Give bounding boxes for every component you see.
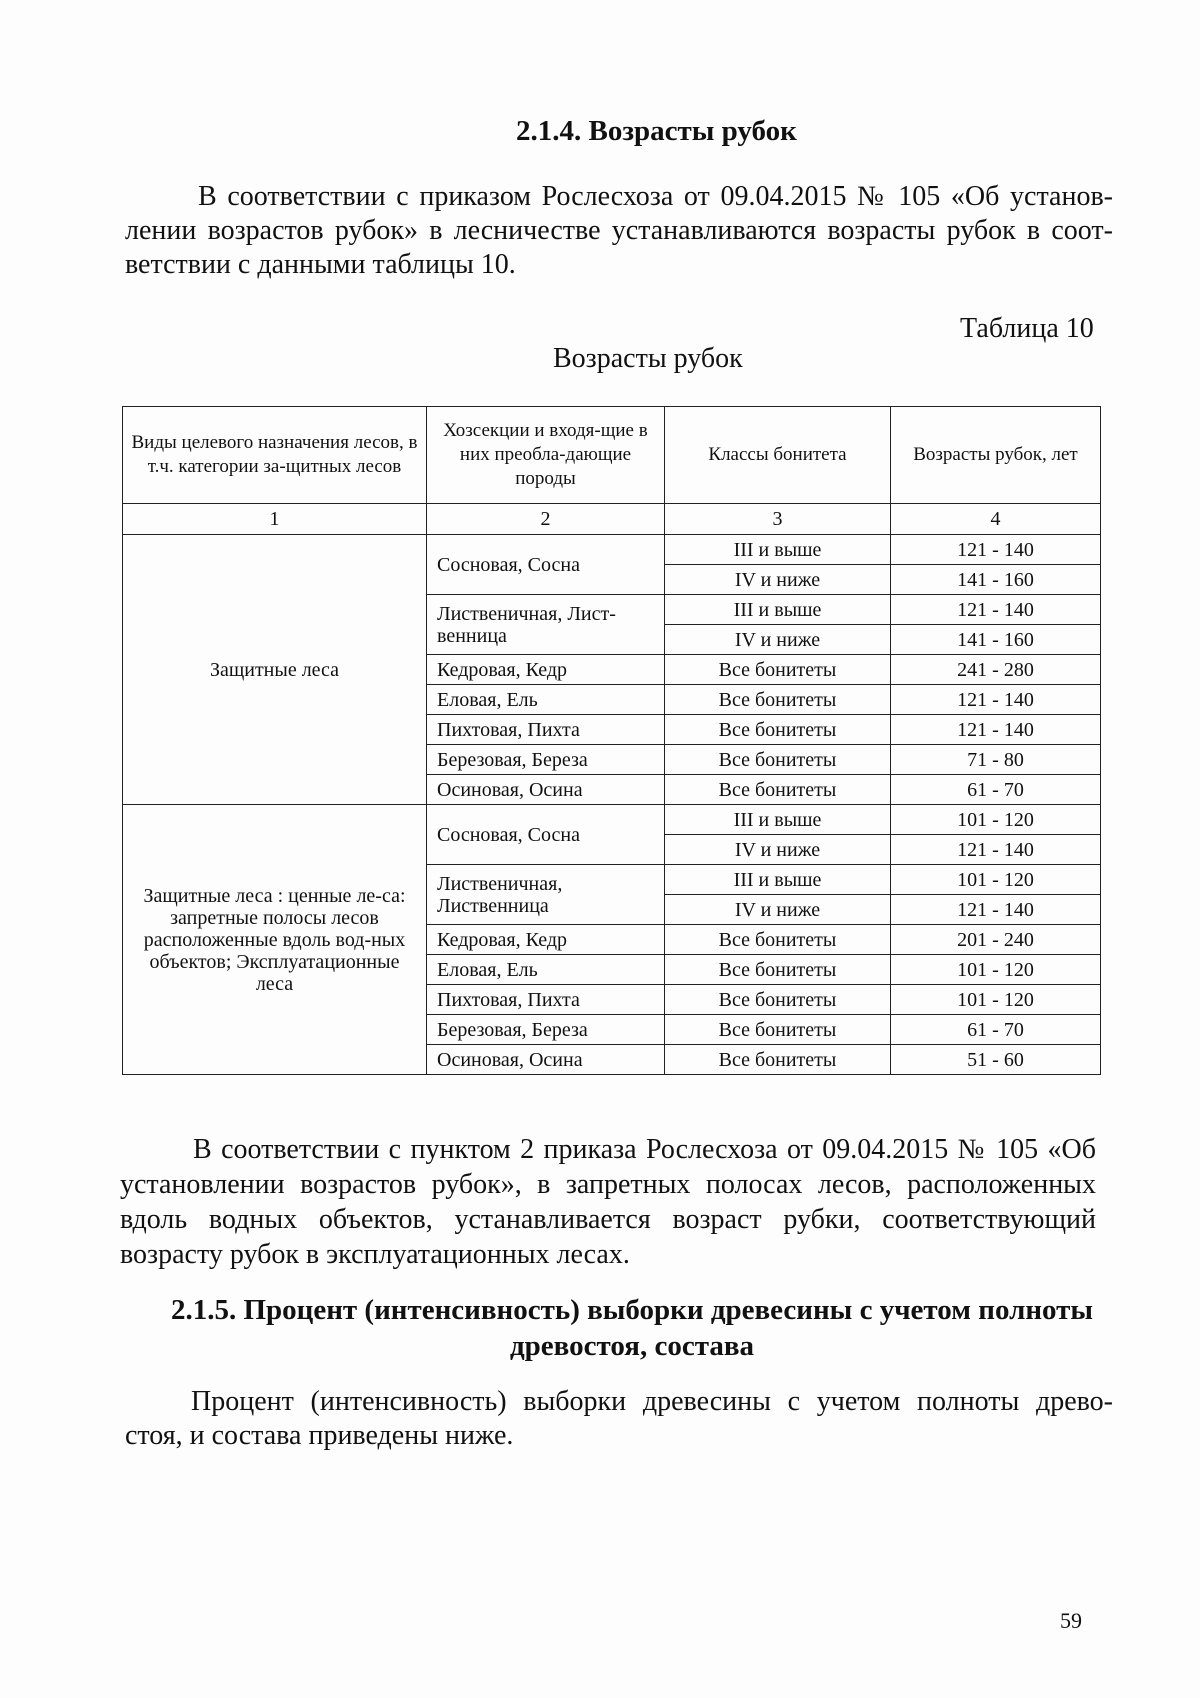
species-cell: Сосновая, Сосна <box>427 535 665 595</box>
table-row <box>123 805 1101 835</box>
age-cell: 141 - 160 <box>891 565 1101 595</box>
age-cell: 61 - 70 <box>891 1015 1101 1045</box>
column-number: 1 <box>123 504 427 535</box>
species-cell: Лиственичная, Лиственница <box>427 865 665 925</box>
header-bonitet-class: Классы бонитета <box>665 407 891 504</box>
table-row <box>123 535 1101 565</box>
age-cell: 201 - 240 <box>891 925 1101 955</box>
intro-line-3: ветствии с данными таблицы 10. <box>125 249 516 280</box>
post-table-line-1: В соответствии с пунктом 2 приказа Рослесхоза от 09.04.2015 № 105 «Об <box>193 1134 1096 1165</box>
bonitet-cell: IV и ниже <box>665 565 891 595</box>
header-economic-section: Хозсекции и входя-щие в них преобла-дающие породы <box>427 407 665 504</box>
species-cell: Сосновая, Сосна <box>427 805 665 865</box>
species-cell: Березовая, Береза <box>427 745 665 775</box>
post-table-paragraph <box>120 1132 1096 1272</box>
bonitet-cell: III и выше <box>665 805 891 835</box>
bonitet-cell: III и выше <box>665 535 891 565</box>
species-cell: Пихтовая, Пихта <box>427 985 665 1015</box>
species-cell: Осиновая, Осина <box>427 1045 665 1075</box>
species-cell: Кедровая, Кедр <box>427 655 665 685</box>
cutting-age-table <box>122 406 1101 1075</box>
table-column-numbers <box>123 504 1101 535</box>
header-forest-purpose: Виды целевого назначения лесов, в т.ч. категории за-щитных лесов <box>123 407 427 504</box>
age-cell: 121 - 140 <box>891 535 1101 565</box>
age-cell: 241 - 280 <box>891 655 1101 685</box>
bonitet-cell: III и выше <box>665 595 891 625</box>
bonitet-cell: Все бонитеты <box>665 985 891 1015</box>
section-heading-215-line-1: 2.1.5. Процент (интенсивность) выборки древесины с учетом полноты <box>170 1294 1094 1326</box>
column-number: 3 <box>665 504 891 535</box>
section-heading-214: 2.1.4. Возрасты рубок <box>516 115 797 147</box>
species-cell: Осиновая, Осина <box>427 775 665 805</box>
bonitet-cell: IV и ниже <box>665 895 891 925</box>
category-cell: Защитные леса <box>123 535 427 805</box>
bonitet-cell: IV и ниже <box>665 835 891 865</box>
age-cell: 51 - 60 <box>891 1045 1101 1075</box>
age-cell: 61 - 70 <box>891 775 1101 805</box>
table-header-row <box>123 407 1101 504</box>
species-cell: Лиственичная, Лист-венница <box>427 595 665 655</box>
section-heading-215-line-2: древостоя, состава <box>509 1330 754 1362</box>
bonitet-cell: Все бонитеты <box>665 715 891 745</box>
column-number: 2 <box>427 504 665 535</box>
age-cell: 101 - 120 <box>891 865 1101 895</box>
intro-line-2: лении возрастов рубок» в лесничестве устанавливаются возрасты рубок в соот- <box>125 215 1113 246</box>
age-cell: 121 - 140 <box>891 835 1101 865</box>
bonitet-cell: Все бонитеты <box>665 655 891 685</box>
age-cell: 121 - 140 <box>891 595 1101 625</box>
age-cell: 101 - 120 <box>891 805 1101 835</box>
page-number: 59 <box>1060 1608 1082 1633</box>
species-cell: Кедровая, Кедр <box>427 925 665 955</box>
table-number-label: Таблица 10 <box>960 313 1094 344</box>
bonitet-cell: Все бонитеты <box>665 955 891 985</box>
bonitet-cell: Все бонитеты <box>665 775 891 805</box>
section-215-paragraph <box>125 1385 1113 1453</box>
age-cell: 71 - 80 <box>891 745 1101 775</box>
section-heading-215 <box>150 1292 1114 1364</box>
age-cell: 141 - 160 <box>891 625 1101 655</box>
age-cell: 101 - 120 <box>891 955 1101 985</box>
age-cell: 121 - 140 <box>891 895 1101 925</box>
column-number: 4 <box>891 504 1101 535</box>
bonitet-cell: Все бонитеты <box>665 1015 891 1045</box>
category-cell: Защитные леса : ценные ле-са: запретные полосы лесов расположенные вдоль вод-ных объектов; Эксплуатационные леса <box>123 805 427 1075</box>
bonitet-cell: III и выше <box>665 865 891 895</box>
age-cell: 121 - 140 <box>891 685 1101 715</box>
header-cutting-age: Возрасты рубок, лет <box>891 407 1101 504</box>
bonitet-cell: IV и ниже <box>665 625 891 655</box>
age-cell: 121 - 140 <box>891 715 1101 745</box>
intro-paragraph <box>125 180 1113 282</box>
post-table-line-2: установлении возрастов рубок», в запретных полосах лесов, расположенных <box>120 1169 1096 1200</box>
table-title: Возрасты рубок <box>553 343 743 374</box>
species-cell: Пихтовая, Пихта <box>427 715 665 745</box>
bonitet-cell: Все бонитеты <box>665 685 891 715</box>
section-215-line-1: Процент (интенсивность) выборки древесины с учетом полноты древо- <box>191 1386 1113 1417</box>
bonitet-cell: Все бонитеты <box>665 1045 891 1075</box>
species-cell: Березовая, Береза <box>427 1015 665 1045</box>
post-table-line-4: возрасту рубок в эксплуатационных лесах. <box>120 1239 630 1270</box>
post-table-line-3: вдоль водных объектов, устанавливается возраст рубки, соответствующий <box>120 1204 1096 1235</box>
age-cell: 101 - 120 <box>891 985 1101 1015</box>
species-cell: Еловая, Ель <box>427 955 665 985</box>
species-cell: Еловая, Ель <box>427 685 665 715</box>
bonitet-cell: Все бонитеты <box>665 925 891 955</box>
bonitet-cell: Все бонитеты <box>665 745 891 775</box>
intro-line-1: В соответствии с приказом Рослесхоза от 09.04.2015 № 105 «Об установ- <box>198 181 1113 212</box>
section-215-line-2: стоя, и состава приведены ниже. <box>125 1420 514 1451</box>
